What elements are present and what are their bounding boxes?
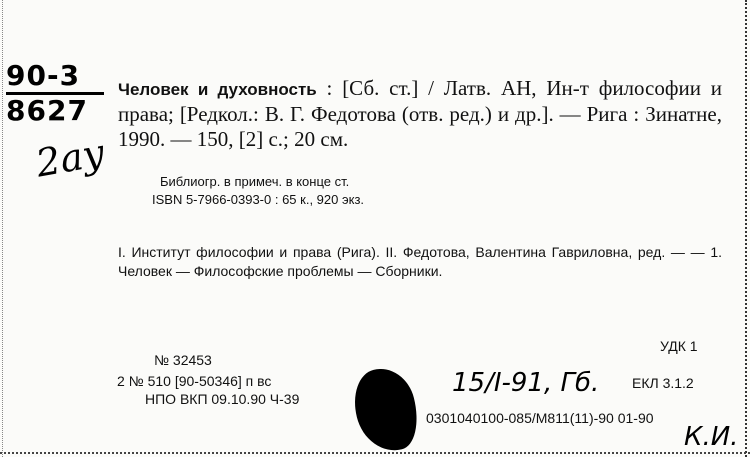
isbn-line: ISBN 5-7966-0393-0 : 65 к., 920 экз. [152,192,365,207]
shelf-mark-bottom: 8627 [6,94,88,127]
card-left-edge [2,0,4,457]
bibliographic-description [118,76,722,152]
ink-blot [347,362,426,458]
shelf-mark-top: 90-3 [6,62,104,95]
code-line: 0301040100-085/М811(11)-90 01-90 [426,410,654,426]
shelf-mark [6,59,104,127]
card-bottom-edge [0,451,750,454]
main-entry-text: : [Сб. ст.] / Латв. АН, Ин-т философии и права; [Редкол.: В. Г. Федотова (отв. ред.) и др.]. — Рига : Зинатне, 1990. — 150, [2] с.; 20 см. [118,76,723,151]
udc-code: УДК 1 [660,338,698,354]
card-number: № 32453 [154,352,212,368]
handwritten-date: 15/I-91, Гб. [452,368,600,398]
printer-line: НПО ВКП 09.10.90 Ч-39 [145,391,300,407]
order-line: 2 № 510 [90-50346] п вс [117,373,272,389]
tracings: I. Институт философии и права (Рига). II. Федотова, Валентина Гавриловна, ред. — — 1. Человек — Философские проблемы — Сборники. [118,244,722,279]
bibliography-note: Библиогр. в примеч. в конце ст. [160,174,350,189]
handwritten-initials: К.И. [684,422,739,452]
pencil-mark: 2ay [32,130,108,186]
ekl-code: ЕКЛ 3.1.2 [632,375,694,391]
card-right-edge [743,0,747,457]
book-title: Человек и духовность [118,80,317,99]
